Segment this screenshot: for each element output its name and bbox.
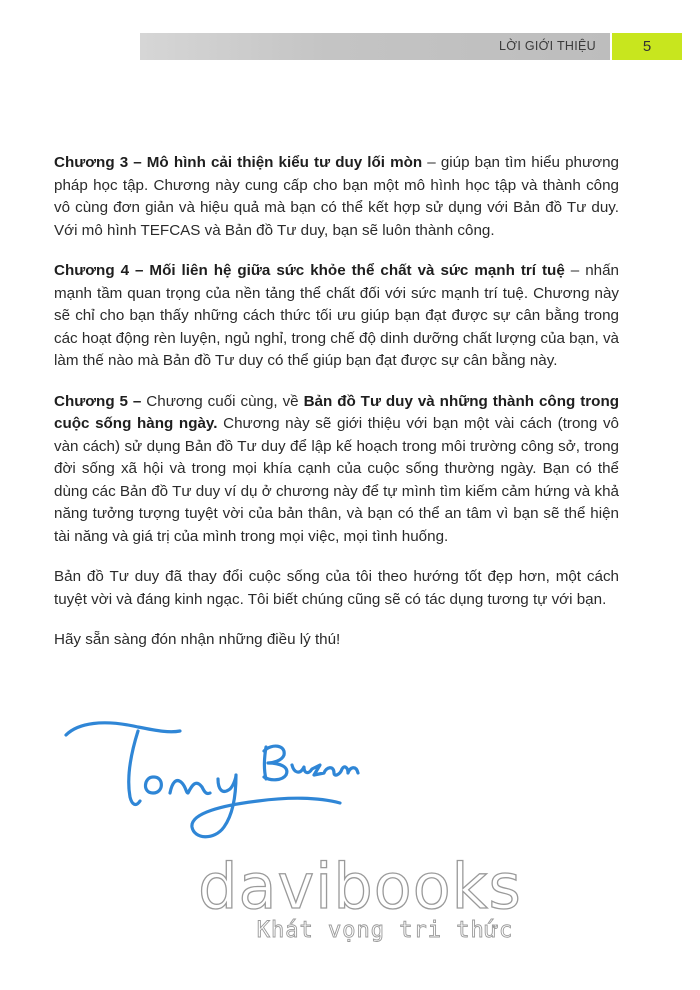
- chapter-3-heading: Chương 3 – Mô hình cải thiện kiểu tư duy lối mòn: [54, 154, 423, 171]
- page-body: [54, 152, 619, 670]
- chapter-5-text-b: Chương này sẽ giới thiệu với bạn một vài cách (trong vô vàn cách) sử dụng Bản đồ Tư duy để lập kế hoạch trong môi trường công sở, trong đời sống xã hội và trong mọi khía cạnh của cuộc sống thường ngày. Bạn có thể dùng các Bản đồ Tư duy ví dụ ở chương này để tự mình tìm kiếm cảm hứng và khả năng tưởng tượng tuyệt vời của bản thân, và bạn có thể an tâm vì bạn sẽ thể hiện tài năng và giá trị của mình trong mọi việc, mọi tình huống.: [54, 415, 619, 545]
- watermark: [150, 852, 570, 944]
- page-number: 5: [642, 38, 652, 55]
- watermark-brand: davibooks: [198, 850, 522, 923]
- paragraph-invitation: [54, 629, 619, 652]
- closing-text: Bản đồ Tư duy đã thay đổi cuộc sống của tôi theo hướng tốt đẹp hơn, một cách tuyệt vời và đáng kinh ngạc. Tôi biết chúng cũng sẽ có tác dụng tương tự với bạn.: [54, 568, 619, 608]
- paragraph-chapter-4: [54, 260, 619, 373]
- author-signature: [58, 705, 438, 855]
- chapter-5-heading: Chương 5 –: [54, 392, 142, 410]
- invitation-text: Hãy sẵn sàng đón nhận những điều lý thú!: [54, 631, 341, 648]
- paragraph-closing: [54, 566, 619, 611]
- paragraph-chapter-3: [54, 152, 619, 242]
- page-number-box: [612, 33, 682, 60]
- chapter-5-emphasis: Bản đồ Tư duy và những thành công trong cuộc sống hàng ngày.: [54, 392, 619, 432]
- chapter-4-text: – nhấn mạnh tầm quan trọng của nền tảng thể chất đối với sức mạnh trí tuệ. Chương này sẽ chỉ cho bạn thấy những cách thức tối ưu giúp bạn đạt được sự cân bằng trong các hoạt động rèn luyện, ngủ nghỉ, trong chế độ dinh dưỡng chất lượng của bạn, và làm thế nào mà Bản đồ Tư duy có thể giúp bạn đạt được sự cân bằng này.: [54, 262, 619, 369]
- chapter-4-heading: Chương 4 – Mối liên hệ giữa sức khỏe thể chất và sức mạnh trí tuệ: [54, 262, 565, 279]
- header-band: [140, 33, 610, 60]
- paragraph-chapter-5: [54, 391, 619, 549]
- chapter-3-text: – giúp bạn tìm hiểu phương pháp học tập. Chương này cung cấp cho bạn một mô hình học tập và thành công vô cùng đơn giản và hiệu quả mà bạn có thể kết hợp sử dụng với Bản đồ Tư duy. Với mô hình TEFCAS và Bản đồ Tư duy, bạn sẽ luôn thành công.: [54, 154, 619, 239]
- watermark-tagline: Khát vọng tri thức: [256, 918, 514, 943]
- chapter-5-text-a: Chương cuối cùng, về: [141, 392, 304, 410]
- chapter-title: LỜI GIỚI THIỆU: [499, 39, 596, 53]
